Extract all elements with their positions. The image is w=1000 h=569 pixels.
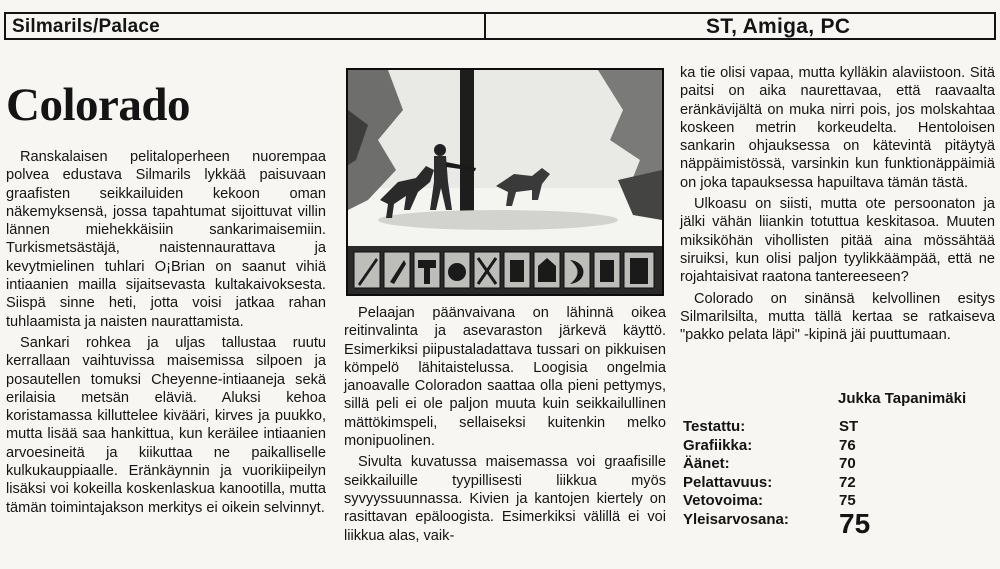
rating-row-graphics — [683, 437, 983, 456]
rating-label: Yleisarvosana: — [683, 510, 789, 528]
paragraph: Sankari rohkea ja uljas tallustaa ruutu kerrallaan vaihtuvissa maisemissa silpoen ja posautellen tomuksi Cheyenne-intiaaneja sekä erilaisia metsän eläviä. Aluksi kehoa koristamassa killuttelee kivääri, kirves ja puukko, mutta lisää saa hankittua, kun keräilee intiaanien arvoesineitä ja kiikuttaa ne paikalliselle kulkukauppiaalle. Eränkäynnin ja vuorikiipeilyn lisäksi voi kokeilla koskenlaskua kanootilla, mutta tämän toimintajakson merkitys ei oikein selvinnyt. — [6, 334, 326, 516]
paragraph: Colorado on sinänsä kelvollinen esitys Silmarilsilta, mutta tällä kertaa se ratkaiseva "pakko pelata läpi" -kipinä jäi puuttumaan. — [680, 290, 995, 344]
header-bar — [4, 12, 996, 40]
rating-value: 72 — [839, 473, 856, 491]
rating-value: ST — [839, 418, 859, 435]
rating-label: Testattu: — [683, 418, 746, 435]
rating-label: Grafiikka: — [683, 436, 753, 454]
rating-row-overall — [683, 507, 983, 547]
paragraph: Ulkoasu on siisti, mutta ote persoonaton ja jälki vähän liiankin totuttua keskitasoa. Muuten miksiköhän vihollisten pitää aina mössähtää siruiksi, kun olisi paljon tyylikkäämpää, että ne rojahtaisivat raatona tantereeseen? — [680, 196, 995, 286]
column-2 — [344, 304, 666, 545]
rating-row-sound — [683, 455, 983, 474]
column-3 — [680, 64, 995, 344]
rating-value: 75 — [839, 492, 856, 509]
ratings-box — [683, 418, 983, 547]
column-1 — [6, 148, 326, 517]
article-title: Colorado — [6, 79, 190, 131]
paragraph: ka tie olisi vapaa, mutta kylläkin alaviistoon. Sitä paitsi on aika naurettavaa, että raavaalta eränkävijältä on muka nirri pois, jos molskahtaa koskeen metrin korkeudelta. Hentoloisen sankarin ohjauksessa on kätevintä pitäytyä näppäimistössä, varsinkin kun funktionäppäimiä on joka tapauksessa hapuiltava tämän tästä. — [680, 65, 995, 191]
paragraph: Sivulta kuvatussa maisemassa voi graafisille seikkailuille tyypillisesti liikkua myös syvyyssuunnassa. Kivien ja kantojen kiertely on rasittavan epäloogista. Esimerkiksi välillä ei voi liikkua alas, vaik- — [344, 454, 666, 544]
overall-score: 75 — [839, 507, 871, 539]
author-name: Jukka Tapanimäki — [838, 390, 967, 407]
rating-row-appeal — [683, 492, 983, 511]
rating-label: Vetovoima: — [683, 492, 764, 509]
rating-row-playability — [683, 474, 983, 493]
paragraph: Ranskalaisen pelitaloperheen nuorempaa polvea edustava Silmarils lykkää paisuvaan graafisten seikkailuiden kekoon oman näkemyksensä, jossa tapahtumat sijoittuvat villin lännen miehekkäisiin sankarimaisemiin. Turkismetsästäjä, naistennaurattava ja kevytmielinen tuhlari O¡Brian on saanut vihiä intiaanien mailla sijaitsevasta kultakaivoksesta. Siispä sinne heti, jotta voisi jatkaa rahan tuhlaamista ja naisten naurattamista. — [6, 149, 326, 330]
rating-value: 76 — [839, 436, 856, 454]
game-screenshot — [346, 68, 664, 296]
screenshot-art — [348, 70, 662, 294]
publisher-label: Silmarils/Palace — [12, 16, 160, 37]
header-divider — [484, 14, 486, 38]
rating-label: Pelattavuus: — [683, 473, 773, 491]
rating-row-tested — [683, 418, 983, 437]
rating-label: Äänet: — [683, 455, 730, 472]
rating-value: 70 — [839, 455, 856, 472]
paragraph: Pelaajan päänvaivana on lähinnä oikea reitinvalinta ja asevaraston järkevä käyttö. Esimerkiksi piipustaladattava tussari on pikkuisen kömpelö lähitaistelussa. Loogisia ongelmia janoavalle Coloradon saattaa olla pieni pettymys, sillä peli ei ole paljon muuta kuin seikkailullinen mättökimspeli, sellaiseksi kuitenkin melko monipuolinen. — [344, 305, 666, 450]
platforms-label: ST, Amiga, PC — [706, 15, 851, 38]
